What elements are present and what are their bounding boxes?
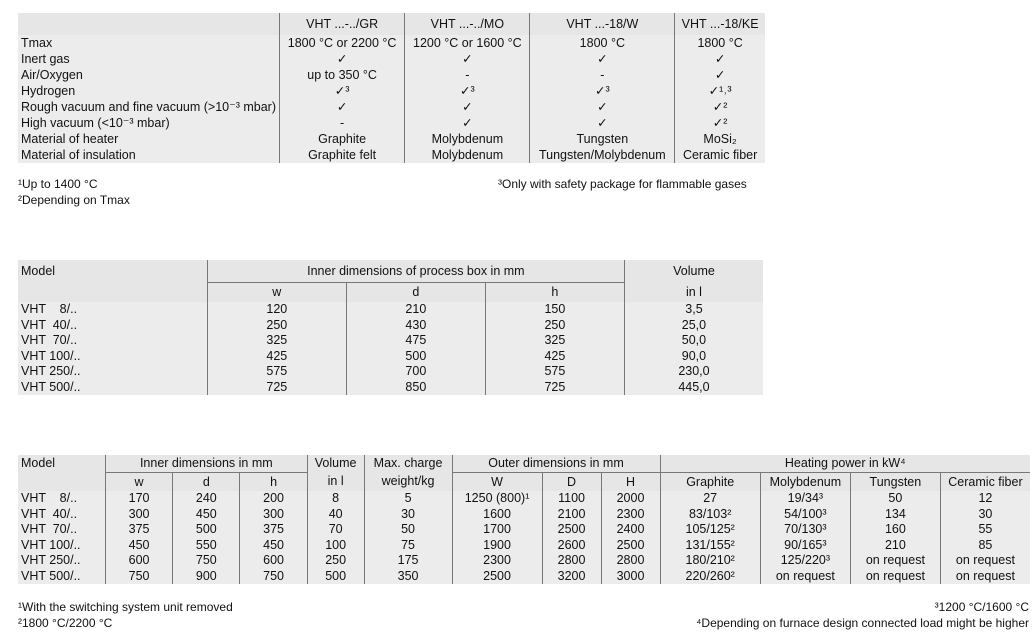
table-cell: Molybdenum xyxy=(405,147,530,163)
check-icon: ✓² xyxy=(675,99,765,115)
table-cell: 131/155² xyxy=(660,538,760,554)
row-label: Inert gas xyxy=(21,51,70,66)
footnote-2: ²1800 °C/2200 °C xyxy=(18,616,113,630)
table-row xyxy=(18,131,765,147)
table-cell: 1700 xyxy=(452,522,542,538)
table-cell: 160 xyxy=(850,522,940,538)
table-cell: 300 xyxy=(105,507,172,523)
table-row xyxy=(18,349,763,365)
model-cell: VHT 500/.. xyxy=(21,568,81,583)
model-cell: VHT 40/.. xyxy=(21,317,78,332)
table-cell: 2800 xyxy=(601,553,660,569)
table-cell: 2800 xyxy=(542,553,601,569)
table-cell: 27 xyxy=(660,491,760,507)
table-cell: 54/100³ xyxy=(760,507,850,523)
furnace-dimensions-power-table xyxy=(18,455,1030,584)
row-label: Material of heater xyxy=(21,131,119,146)
table-cell: 19/34³ xyxy=(760,491,850,507)
outer-dimensions-header: Outer dimensions in mm xyxy=(452,455,660,473)
table-cell: 2300 xyxy=(452,553,542,569)
row-label: Air/Oxygen xyxy=(21,67,83,82)
table-row xyxy=(18,522,1030,538)
table-cell: 2100 xyxy=(542,507,601,523)
table-cell: 120 xyxy=(207,302,346,318)
inner-height-header: h xyxy=(240,473,307,492)
table1-header-blank xyxy=(18,13,280,35)
inner-dimensions-header: Inner dimensions in mm xyxy=(105,455,307,473)
table-cell: 425 xyxy=(207,349,346,365)
table-cell: 2600 xyxy=(542,538,601,554)
table-cell: 85 xyxy=(940,538,1030,554)
table-cell: 750 xyxy=(240,569,307,585)
table-cell: 240 xyxy=(173,491,240,507)
volume-header: Volume xyxy=(624,260,763,283)
table-cell: Tungsten xyxy=(530,131,675,147)
max-charge-header: Max. charge xyxy=(364,455,452,473)
table-cell: 50 xyxy=(850,491,940,507)
table-cell: Ceramic fiber xyxy=(675,147,765,163)
table-cell: 1200 °C or 1600 °C xyxy=(405,35,530,51)
table1-header-gr: VHT ...-../GR xyxy=(280,13,405,35)
table-row xyxy=(18,364,763,380)
table-cell: 575 xyxy=(207,364,346,380)
table-cell: 600 xyxy=(105,553,172,569)
table-cell: 8 xyxy=(307,491,364,507)
table-row xyxy=(18,553,1030,569)
table-cell: Tungsten/Molybdenum xyxy=(530,147,675,163)
table-cell: 30 xyxy=(364,507,452,523)
check-icon: ✓ xyxy=(405,51,530,67)
table-cell: 450 xyxy=(240,538,307,554)
table-cell: 210 xyxy=(850,538,940,554)
table3-subheader-row xyxy=(18,473,1030,492)
row-label: Tmax xyxy=(21,35,53,50)
table-cell: 1600 xyxy=(452,507,542,523)
check-icon: ✓ xyxy=(530,115,675,131)
table-cell: 220/260² xyxy=(660,569,760,585)
model-cell: VHT 250/.. xyxy=(21,553,81,568)
row-label: Material of insulation xyxy=(21,147,136,162)
table-cell: 725 xyxy=(485,380,624,396)
table-row xyxy=(18,538,1030,554)
table-cell: 550 xyxy=(173,538,240,554)
table-cell: 200 xyxy=(240,491,307,507)
check-icon: ✓ xyxy=(530,51,675,67)
table-cell: 134 xyxy=(850,507,940,523)
table-cell: 100 xyxy=(307,538,364,554)
table-cell: 25,0 xyxy=(624,318,763,334)
table-row xyxy=(18,380,763,396)
check-icon: ✓ xyxy=(280,51,405,67)
footnote-4: ⁴Depending on furnace design connected load might be higher xyxy=(696,616,1029,630)
table2-subheader-row xyxy=(18,283,763,303)
inner-dimensions-header: Inner dimensions of process box in mm xyxy=(207,260,624,283)
volume-unit-header: in l xyxy=(307,473,364,492)
table-cell: 450 xyxy=(173,507,240,523)
volume-unit-header: in l xyxy=(624,283,763,303)
table-row xyxy=(18,333,763,349)
table-cell: 2000 xyxy=(601,491,660,507)
check-icon: ✓ xyxy=(280,99,405,115)
table-cell: 750 xyxy=(173,553,240,569)
table-cell: 230,0 xyxy=(624,364,763,380)
table-cell: 2500 xyxy=(452,569,542,585)
table-cell: - xyxy=(405,67,530,83)
table-row xyxy=(18,147,765,163)
model-cell: VHT 40/.. xyxy=(21,506,78,521)
model-cell: VHT 100/.. xyxy=(21,348,81,363)
table-cell: 3000 xyxy=(601,569,660,585)
table-cell: 40 xyxy=(307,507,364,523)
table-cell: 750 xyxy=(105,569,172,585)
graphite-header: Graphite xyxy=(660,473,760,492)
check-icon: ✓ xyxy=(405,115,530,131)
footnote-1: ¹Up to 1400 °C xyxy=(18,177,98,191)
table-cell: on request xyxy=(850,553,940,569)
heating-power-header: Heating power in kW⁴ xyxy=(660,455,1030,473)
table-cell: 70/130³ xyxy=(760,522,850,538)
table-cell: 700 xyxy=(346,364,485,380)
table-cell: up to 350 °C xyxy=(280,67,405,83)
table-cell: 325 xyxy=(485,333,624,349)
table-cell: 2300 xyxy=(601,507,660,523)
table-cell: on request xyxy=(940,569,1030,585)
check-icon: ✓ xyxy=(675,51,765,67)
footnote-2: ²Depending on Tmax xyxy=(18,193,130,207)
table-cell: 1100 xyxy=(542,491,601,507)
table-cell: on request xyxy=(940,553,1030,569)
check-icon: ✓² xyxy=(675,115,765,131)
table-cell: 3,5 xyxy=(624,302,763,318)
table-row xyxy=(18,507,1030,523)
table-cell: 375 xyxy=(240,522,307,538)
table-cell: 2500 xyxy=(542,522,601,538)
table-cell: Molybdenum xyxy=(405,131,530,147)
model-cell: VHT 70/.. xyxy=(21,333,78,348)
table1-header-mo: VHT ...-../MO xyxy=(405,13,530,35)
table-cell: 180/210² xyxy=(660,553,760,569)
table-cell: 725 xyxy=(207,380,346,396)
table-cell: 450 xyxy=(105,538,172,554)
check-icon: ✓ xyxy=(405,99,530,115)
table-cell: 210 xyxy=(346,302,485,318)
table-cell: 500 xyxy=(346,349,485,365)
tungsten-header: Tungsten xyxy=(850,473,940,492)
inner-width-header: w xyxy=(105,473,172,492)
table-cell: 3200 xyxy=(542,569,601,585)
table-cell: 900 xyxy=(173,569,240,585)
table-cell: 70 xyxy=(307,522,364,538)
table-cell: 1250 (800)¹ xyxy=(452,491,542,507)
outer-height-header: H xyxy=(601,473,660,492)
row-label: Hydrogen xyxy=(21,83,76,98)
check-icon: ✓ xyxy=(675,67,765,83)
table-cell: 300 xyxy=(240,507,307,523)
table-row xyxy=(18,115,765,131)
check-icon: ✓ xyxy=(530,99,675,115)
process-box-dimensions-table xyxy=(18,260,763,395)
table-row xyxy=(18,67,765,83)
table-cell: on request xyxy=(760,569,850,585)
model-cell: VHT 250/.. xyxy=(21,364,81,379)
height-header: h xyxy=(485,283,624,303)
furnace-variants-table xyxy=(18,13,765,163)
table-cell: - xyxy=(530,67,675,83)
width-header: w xyxy=(207,283,346,303)
footnote-3: ³1200 °C/1600 °C xyxy=(934,600,1029,614)
table1-header-w: VHT ...-18/W xyxy=(530,13,675,35)
table-cell: 83/103² xyxy=(660,507,760,523)
table-cell: 105/125² xyxy=(660,522,760,538)
table-cell: 1900 xyxy=(452,538,542,554)
table-cell: 2500 xyxy=(601,538,660,554)
model-cell: VHT 8/.. xyxy=(21,491,78,506)
table-cell: 375 xyxy=(105,522,172,538)
table-cell: MoSi₂ xyxy=(675,131,765,147)
table-cell: 90,0 xyxy=(624,349,763,365)
check-icon: ✓³ xyxy=(530,83,675,99)
table-cell: 1800 °C xyxy=(530,35,675,51)
check-icon: ✓³ xyxy=(405,83,530,99)
table-cell: 75 xyxy=(364,538,452,554)
table-cell: 175 xyxy=(364,553,452,569)
table-row xyxy=(18,318,763,334)
table3-header-row xyxy=(18,455,1030,473)
table-cell: 600 xyxy=(240,553,307,569)
table-row xyxy=(18,99,765,115)
model-cell: VHT 8/.. xyxy=(21,302,78,317)
table-cell: 5 xyxy=(364,491,452,507)
table-cell: 12 xyxy=(940,491,1030,507)
table1-header-row xyxy=(18,13,765,35)
table-cell: 30 xyxy=(940,507,1030,523)
model-cell: VHT 70/.. xyxy=(21,522,78,537)
table-row xyxy=(18,491,1030,507)
table-row xyxy=(18,569,1030,585)
table-cell: 90/165³ xyxy=(760,538,850,554)
table-cell: Graphite xyxy=(280,131,405,147)
table-cell: 500 xyxy=(173,522,240,538)
table-cell: 350 xyxy=(364,569,452,585)
model-subheader-blank xyxy=(18,473,105,492)
table-cell: 250 xyxy=(485,318,624,334)
model-header: Model xyxy=(21,456,56,471)
table-cell: 575 xyxy=(485,364,624,380)
model-header: Model xyxy=(21,263,56,278)
table-cell: on request xyxy=(850,569,940,585)
table-cell: 325 xyxy=(207,333,346,349)
table1-header-ke: VHT ...-18/KE xyxy=(675,13,765,35)
model-subheader-blank xyxy=(18,283,207,303)
table-cell: - xyxy=(280,115,405,131)
table-cell: 850 xyxy=(346,380,485,396)
table-cell: 150 xyxy=(485,302,624,318)
table-cell: 250 xyxy=(307,553,364,569)
table-cell: 250 xyxy=(207,318,346,334)
table-cell: 2400 xyxy=(601,522,660,538)
footnote-1: ¹With the switching system unit removed xyxy=(18,600,233,614)
footnote-3: ³Only with safety package for flammable gases xyxy=(498,177,747,191)
table-cell: 425 xyxy=(485,349,624,365)
table-cell: 55 xyxy=(940,522,1030,538)
table-cell: 475 xyxy=(346,333,485,349)
row-label: High vacuum (<10⁻³ mbar) xyxy=(21,115,170,130)
table-cell: 50,0 xyxy=(624,333,763,349)
ceramic-fiber-header: Ceramic fiber xyxy=(940,473,1030,492)
table-cell: 50 xyxy=(364,522,452,538)
outer-width-header: W xyxy=(452,473,542,492)
row-label: Rough vacuum and fine vacuum (>10⁻³ mbar) xyxy=(21,99,276,114)
table-cell: 1800 °C xyxy=(675,35,765,51)
table-row xyxy=(18,35,765,51)
table-cell: 1800 °C or 2200 °C xyxy=(280,35,405,51)
outer-depth-header: D xyxy=(542,473,601,492)
table-cell: 500 xyxy=(307,569,364,585)
table-row xyxy=(18,302,763,318)
model-cell: VHT 500/.. xyxy=(21,379,81,394)
check-icon: ✓¹˒³ xyxy=(675,83,765,99)
table-cell: Graphite felt xyxy=(280,147,405,163)
charge-unit-header: weight/kg xyxy=(364,473,452,492)
inner-depth-header: d xyxy=(173,473,240,492)
table2-header-row xyxy=(18,260,763,283)
table-row xyxy=(18,83,765,99)
table-cell: 170 xyxy=(105,491,172,507)
table-row xyxy=(18,51,765,67)
depth-header: d xyxy=(346,283,485,303)
model-cell: VHT 100/.. xyxy=(21,537,81,552)
check-icon: ✓³ xyxy=(280,83,405,99)
table-cell: 430 xyxy=(346,318,485,334)
table-cell: 125/220³ xyxy=(760,553,850,569)
table-cell: 445,0 xyxy=(624,380,763,396)
volume-header: Volume xyxy=(307,455,364,473)
molybdenum-header: Molybdenum xyxy=(760,473,850,492)
